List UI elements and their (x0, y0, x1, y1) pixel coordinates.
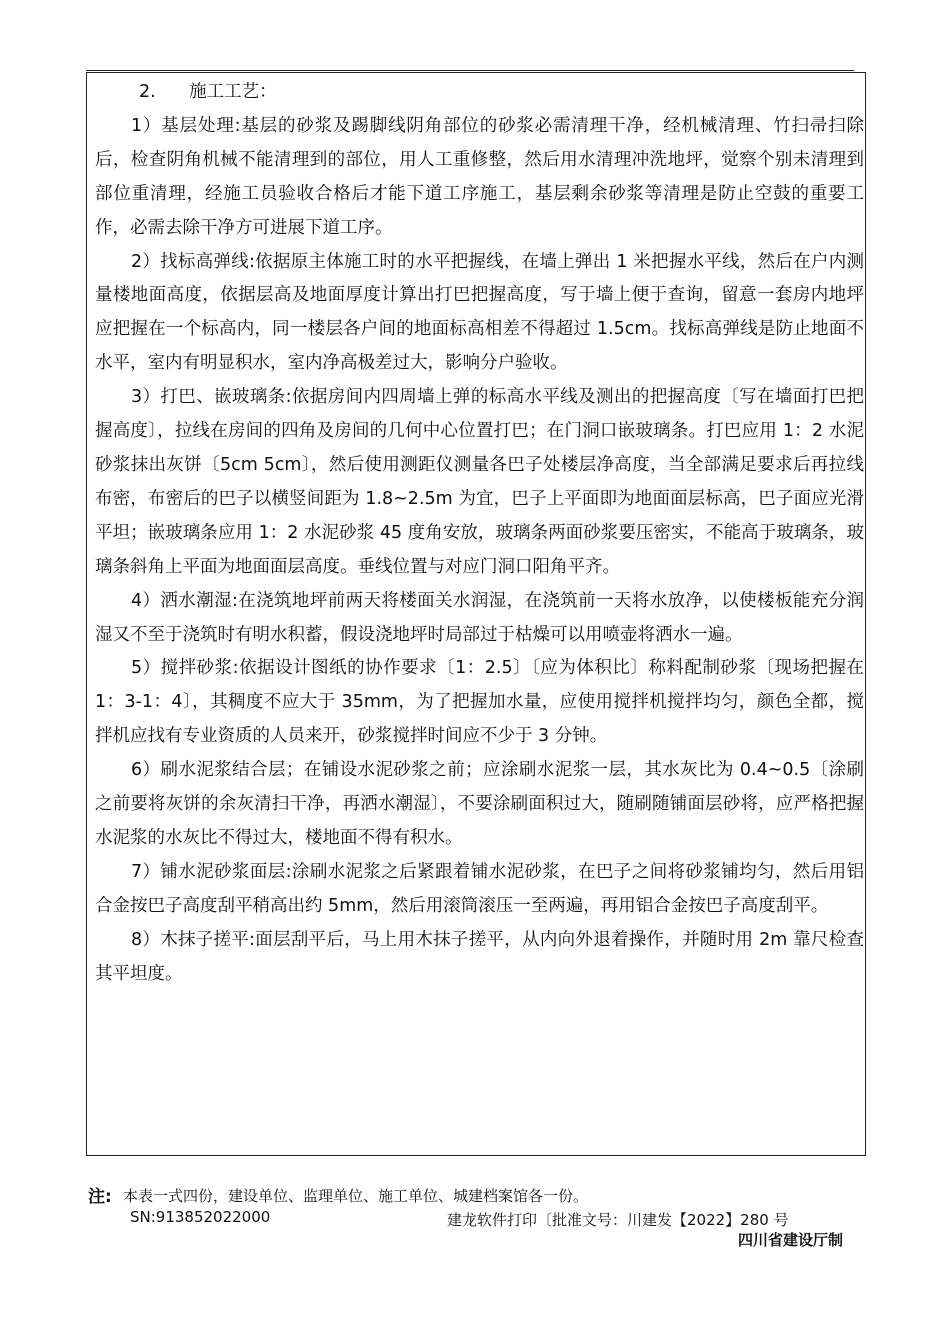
footer-print-info: 建龙软件打印〔批准文号：川建发【2022】280 号 (447, 1211, 789, 1229)
footer-note-text: 本表一式四份，建设单位、监理单位、施工单位、城建档案馆各一份。 (123, 1187, 589, 1205)
footer-issuer: 四川省建设厅制 (738, 1231, 844, 1249)
paragraph-5: 5）搅拌砂浆:依据设计图纸的协作要求〔1：2.5〕〔应为体积比〕称料配制砂浆〔现场把握在 1：3-1：4〕，其稠度不应大于 35mm，为了把握加水量，应使用搅拌机搅拌均匀，颜色全都，搅拌机应找有专业资质的人员来开，砂浆搅拌时间应不少于 3 分钟。 (95, 658, 864, 747)
document-content (95, 76, 864, 991)
paragraph-7: 7）铺水泥砂浆面层:涂刷水泥浆之后紧跟着铺水泥砂浆，在巴子之间将砂浆铺均匀，然后用铝合金按巴子高度刮平稍高出约 5mm，然后用滚筒滚压一至两遍，再用铝合金按巴子高度刮平。 (95, 861, 864, 916)
paragraph-4: 4）洒水潮湿:在浇筑地坪前两天将楼面关水润湿，在浇筑前一天将水放净，以使楼板能充分润湿又不至于浇筑时有明水积蓄，假设浇地坪时局部过于枯燥可以用喷壶将洒水一遍。 (95, 590, 864, 645)
paragraph-3: 3）打巴、嵌玻璃条:依据房间内四周墙上弹的标高水平线及测出的把握高度〔写在墙面打巴把握高度〕，拉线在房间的四角及房间的几何中心位置打巴；在门洞口嵌玻璃条。打巴应用 1：2 水泥砂浆抹出灰饼〔5cm 5cm〕，然后使用测距仪测量各巴子处楼层净高度，当全部满足要求后再拉线布密，布密后的巴子以横竖间距为 1.8~2.5m 为宜，巴子上平面即为地面面层标高，巴子面应光滑平坦；嵌玻璃条应用 1：2 水泥砂浆 45 度角安放，玻璃条两面砂浆要压密实，不能高于玻璃条，玻璃条斜角上平面为地面面层高度。垂线位置与对应门洞口阳角平齐。 (95, 387, 864, 577)
top-rule (86, 70, 854, 71)
section-heading: 2. 施工工艺： (139, 82, 277, 102)
footer-serial-number: SN:913852022000 (130, 1208, 271, 1226)
paragraph-6: 6）刷水泥浆结合层；在铺设水泥砂浆之前；应涂刷水泥浆一层，其水灰比为 0.4~0.5〔涂刷之前要将灰饼的余灰清扫干净，再洒水潮湿〕，不要涂刷面积过大，随刷随铺面层砂将，应严格把握水泥浆的水灰比不得过大，楼地面不得有积水。 (95, 760, 864, 848)
document-frame (86, 72, 866, 1156)
paragraph-8: 8）木抹子搓平:面层刮平后，马上用木抹子搓平，从内向外退着操作，并随时用 2m 靠尺检查其平坦度。 (95, 929, 864, 984)
paragraph-2: 2）找标高弹线:依据原主体施工时的水平把握线，在墙上弹出 1 米把握水平线，然后在户内测量楼地面高度，依据层高及地面厚度计算出打巴把握高度，写于墙上便于查询，留意一套房内地坪应把握在一个标高内，同一楼层各户间的地面标高相差不得超过 1.5cm。找标高弹线是防止地面不水平，室内有明显积水，室内净高极差过大，影响分户验收。 (95, 251, 864, 374)
footer-note-label: 注: (88, 1187, 112, 1207)
paragraph-1: 1）基层处理:基层的砂浆及踢脚线阴角部位的砂浆必需清理干净，经机械清理、竹扫帚扫除后，检查阴角机械不能清理到的部位，用人工重修整，然后用水清理冲洗地坪，觉察个别未清理到部位重清理，经施工员验收合格后才能下道工序施工，基层剩余砂浆等清理是防止空鼓的重要工作，必需去除干净方可进展下道工序。 (95, 115, 864, 238)
